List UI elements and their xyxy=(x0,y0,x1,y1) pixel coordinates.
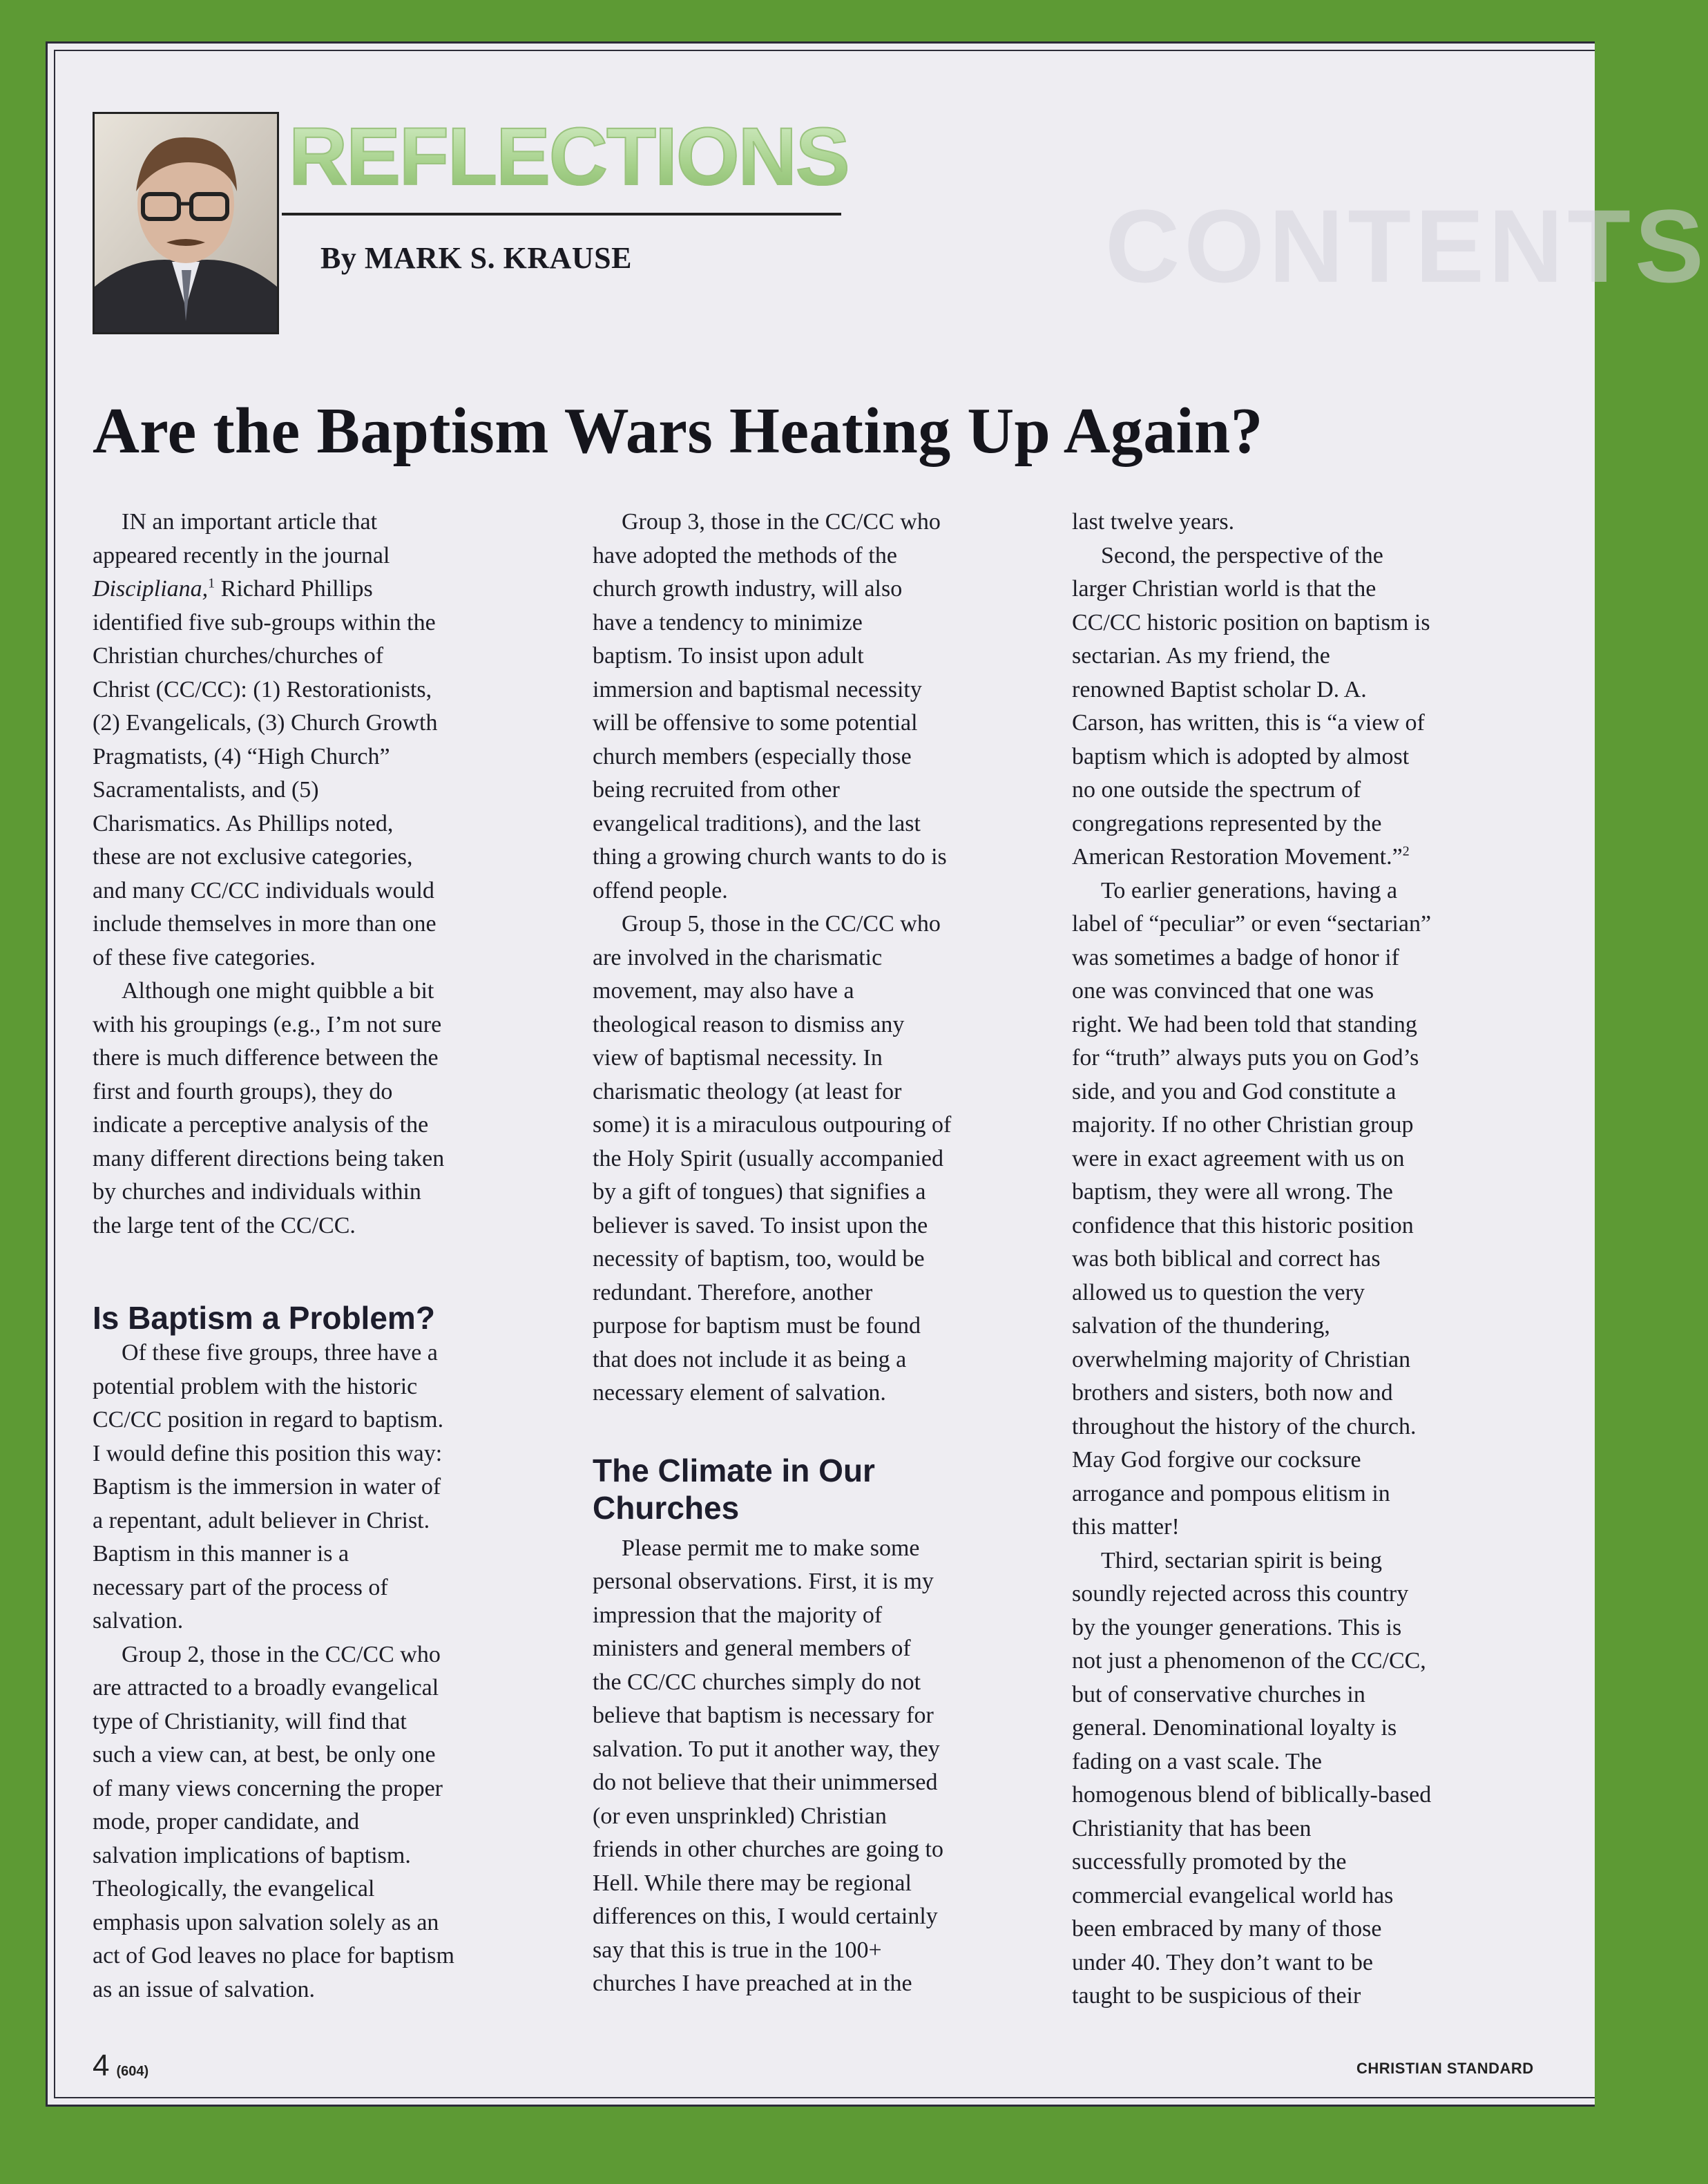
text-line: theological reason to dismiss any xyxy=(593,1011,905,1037)
subheading-is-baptism-a-problem: Is Baptism a Problem? xyxy=(93,1300,435,1336)
text-line: taught to be suspicious of their xyxy=(1072,1983,1361,2009)
text-line: Charismatics. As Phillips noted, xyxy=(93,810,394,836)
text-line: say that this is true in the 100+ xyxy=(593,1937,882,1963)
text-line: mode, proper candidate, and xyxy=(93,1809,360,1835)
text-line: a repentant, adult believer in Christ. xyxy=(93,1507,430,1533)
text-line: are attracted to a broadly evangelical xyxy=(93,1675,439,1701)
journal-title: Discipliana, xyxy=(93,576,209,602)
article-column-2 xyxy=(593,506,1069,2001)
page-sequence: (604) xyxy=(116,2064,149,2079)
text-line: soundly rejected across this country xyxy=(1072,1581,1409,1607)
text-line: by churches and individuals within xyxy=(93,1179,421,1205)
text-line: salvation implications of baptism. xyxy=(93,1842,411,1868)
text-line: church growth industry, will also xyxy=(593,576,903,602)
text-line: believe that baptism is necessary for xyxy=(593,1703,934,1728)
text-line: arrogance and pompous elitism in xyxy=(1072,1480,1390,1506)
subheading-line: Churches xyxy=(593,1489,740,1526)
text-line: baptism. To insist upon adult xyxy=(593,643,864,669)
text-line: been embraced by many of those xyxy=(1072,1916,1382,1942)
text-line: immersion and baptismal necessity xyxy=(593,676,922,702)
text-line: brothers and sisters, both now and xyxy=(1072,1380,1393,1406)
text-line: that does not include it as being a xyxy=(593,1346,907,1372)
text-line: no one outside the spectrum of xyxy=(1072,777,1361,803)
text-line: Please permit me to make some xyxy=(622,1535,920,1561)
text-line: one was convinced that one was xyxy=(1072,978,1374,1004)
text-line: offend people. xyxy=(593,877,728,903)
text-line: of these five categories. xyxy=(93,944,316,970)
text-line: was sometimes a badge of honor if xyxy=(1072,944,1399,970)
text-line: necessary part of the process of xyxy=(93,1574,388,1600)
text-line: larger Christian world is that the xyxy=(1072,576,1376,602)
text-line: Hell. While there may be regional xyxy=(593,1870,912,1896)
text-line: (2) Evangelicals, (3) Church Growth xyxy=(93,710,438,736)
text-line: sectarian. As my friend, the xyxy=(1072,643,1330,669)
text-line: and many CC/CC individuals would xyxy=(93,877,434,903)
text-line: CC/CC historic position on baptism is xyxy=(1072,609,1430,635)
text-line: Second, the perspective of the xyxy=(1101,542,1383,568)
text-line: was both biblical and correct has xyxy=(1072,1246,1381,1272)
text-line: appeared recently in the journal xyxy=(93,542,390,568)
text-line: potential problem with the historic xyxy=(93,1373,418,1399)
text-line: personal observations. First, it is my xyxy=(593,1569,934,1594)
text-line: for “truth” always puts you on God’s xyxy=(1072,1045,1419,1071)
text-line: Third, sectarian spirit is being xyxy=(1101,1547,1382,1573)
text-line: Group 3, those in the CC/CC who xyxy=(622,509,941,535)
text-line: Sacramentalists, and (5) xyxy=(93,777,319,803)
text-line: right. We had been told that standing xyxy=(1072,1011,1417,1037)
text-line: Christian churches/churches of xyxy=(93,643,384,669)
text-line: ministers and general members of xyxy=(593,1636,911,1661)
text-line: of many views concerning the proper xyxy=(93,1775,443,1801)
text-line: were in exact agreement with us on xyxy=(1072,1145,1405,1171)
text-line: charismatic theology (at least for xyxy=(593,1078,902,1104)
text-line: emphasis upon salvation solely as an xyxy=(93,1909,439,1935)
text-line: baptism, they were all wrong. The xyxy=(1072,1179,1393,1205)
text-line: being recruited from other xyxy=(593,777,840,803)
text-line: some) it is a miraculous outpouring of xyxy=(593,1112,952,1138)
text-line: identified five sub-groups within the xyxy=(93,609,436,635)
header-rule xyxy=(282,213,841,215)
text-line: impression that the majority of xyxy=(593,1602,883,1628)
text-line: necessity of baptism, too, would be xyxy=(593,1246,925,1272)
text-line: side, and you and God constitute a xyxy=(1072,1078,1397,1104)
text-line: fading on a vast scale. The xyxy=(1072,1748,1322,1774)
footnote-ref: 1 xyxy=(208,575,215,591)
text-line: this matter! xyxy=(1072,1514,1180,1540)
text-line: congregations represented by the xyxy=(1072,810,1382,836)
text-line: renowned Baptist scholar D. A. xyxy=(1072,676,1367,702)
text-line: there is much difference between the xyxy=(93,1045,439,1071)
text-line: Christ (CC/CC): (1) Restorationists, xyxy=(93,676,432,702)
text-line: Christianity that has been xyxy=(1072,1815,1312,1841)
text-line: necessary element of salvation. xyxy=(593,1380,886,1406)
page-number xyxy=(93,2049,148,2083)
text-line: label of “peculiar” or even “sectarian” xyxy=(1072,911,1432,937)
text-line: May God forgive our cocksure xyxy=(1072,1447,1361,1473)
footnote-ref: 2 xyxy=(1402,843,1410,859)
text-line: act of God leaves no place for baptism xyxy=(93,1943,454,1969)
text-line: To earlier generations, having a xyxy=(1101,877,1398,903)
show-through-text: CONTENTS xyxy=(1105,188,1708,304)
text-line: last twelve years. xyxy=(1072,509,1235,535)
text-line: successfully promoted by the xyxy=(1072,1849,1347,1875)
text-line: view of baptismal necessity. In xyxy=(593,1045,883,1071)
article-column-1 xyxy=(93,506,569,2006)
text-line: majority. If no other Christian group xyxy=(1072,1112,1414,1138)
text-line: churches I have preached at in the xyxy=(593,1971,912,1996)
text-line: thing a growing church wants to do is xyxy=(593,844,947,870)
text-line: I would define this position this way: xyxy=(93,1440,443,1466)
text-span: Richard Phillips xyxy=(215,576,373,602)
text-line: Baptism in this manner is a xyxy=(93,1541,349,1567)
text-line: confidence that this historic position xyxy=(1072,1212,1414,1238)
text-line: Although one might quibble a bit xyxy=(122,978,434,1004)
author-portrait xyxy=(93,112,279,334)
text-line: allowed us to question the very xyxy=(1072,1279,1365,1305)
magazine-name: CHRISTIAN STANDARD xyxy=(1356,2060,1534,2077)
subheading-line: The Climate in Our xyxy=(593,1452,875,1488)
text-line: Pragmatists, (4) “High Church” xyxy=(93,743,390,769)
text-line: general. Denominational loyalty is xyxy=(1072,1715,1397,1741)
text-line: Group 2, those in the CC/CC who xyxy=(122,1641,441,1667)
text-line: homogenous blend of biblically-based xyxy=(1072,1782,1432,1808)
text-line: but of conservative churches in xyxy=(1072,1681,1365,1707)
text-line: will be offensive to some potential xyxy=(593,710,918,736)
text-line: not just a phenomenon of the CC/CC, xyxy=(1072,1648,1426,1674)
text-line: by the younger generations. This is xyxy=(1072,1614,1402,1640)
text-line: church members (especially those xyxy=(593,743,912,769)
article-column-3 xyxy=(1072,506,1548,2013)
text-line: these are not exclusive categories, xyxy=(93,844,413,870)
text-line: IN an important article that xyxy=(122,509,378,535)
text-line: Baptism is the immersion in water of xyxy=(93,1474,441,1500)
text-line: have a tendency to minimize xyxy=(593,609,863,635)
text-span: American Restoration Movement.” xyxy=(1072,844,1403,870)
text-line xyxy=(93,573,569,606)
text-line: friends in other churches are going to xyxy=(593,1837,943,1862)
text-line: by a gift of tongues) that signifies a xyxy=(593,1179,926,1205)
byline: By MARK S. KRAUSE xyxy=(320,241,632,275)
text-line: commercial evangelical world has xyxy=(1072,1882,1394,1908)
text-line: CC/CC position in regard to baptism. xyxy=(93,1407,444,1433)
text-line: do not believe that their unimmersed xyxy=(593,1770,938,1795)
text-line: the Holy Spirit (usually accompanied xyxy=(593,1145,943,1171)
text-line: Theologically, the evangelical xyxy=(93,1876,375,1902)
text-line: the large tent of the CC/CC. xyxy=(93,1212,356,1238)
text-line: Of these five groups, three have a xyxy=(122,1340,438,1366)
text-line: purpose for baptism must be found xyxy=(593,1313,921,1339)
text-line xyxy=(1072,841,1548,874)
text-line: as an issue of salvation. xyxy=(93,1976,315,2002)
text-line: are involved in the charismatic xyxy=(593,944,883,970)
text-line: Carson, has written, this is “a view of xyxy=(1072,710,1425,736)
text-line: have adopted the methods of the xyxy=(593,542,897,568)
author-photo-icon xyxy=(95,114,277,332)
text-line: include themselves in more than one xyxy=(93,911,436,937)
text-line: differences on this, I would certainly xyxy=(593,1904,938,1929)
text-line: movement, may also have a xyxy=(593,978,854,1004)
text-line: the CC/CC churches simply do not xyxy=(593,1669,921,1695)
text-line: first and fourth groups), they do xyxy=(93,1078,393,1104)
text-line: under 40. They don’t want to be xyxy=(1072,1949,1373,1975)
text-line: (or even unsprinkled) Christian xyxy=(593,1803,887,1829)
text-line: believer is saved. To insist upon the xyxy=(593,1212,928,1238)
text-line: such a view can, at best, be only one xyxy=(93,1742,436,1768)
text-line: indicate a perceptive analysis of the xyxy=(93,1112,429,1138)
text-line: salvation. xyxy=(93,1608,184,1634)
subheading-climate-in-our-churches xyxy=(593,1452,1069,1526)
article-headline: Are the Baptism Wars Heating Up Again? xyxy=(93,395,1263,467)
text-line: salvation of the thundering, xyxy=(1072,1313,1330,1339)
section-title-reflections: REFLECTIONS xyxy=(289,111,849,202)
text-line: evangelical traditions), and the last xyxy=(593,810,921,836)
text-line: type of Christianity, will find that xyxy=(93,1708,407,1734)
text-line: redundant. Therefore, another xyxy=(593,1279,873,1305)
text-line: with his groupings (e.g., I’m not sure xyxy=(93,1011,442,1037)
text-line: Group 5, those in the CC/CC who xyxy=(622,911,941,937)
page-number-value: 4 xyxy=(93,2049,110,2082)
text-line: throughout the history of the church. xyxy=(1072,1413,1417,1439)
text-line: many different directions being taken xyxy=(93,1145,445,1171)
text-line: overwhelming majority of Christian xyxy=(1072,1346,1411,1372)
text-line: baptism which is adopted by almost xyxy=(1072,743,1410,769)
text-line: salvation. To put it another way, they xyxy=(593,1736,940,1762)
